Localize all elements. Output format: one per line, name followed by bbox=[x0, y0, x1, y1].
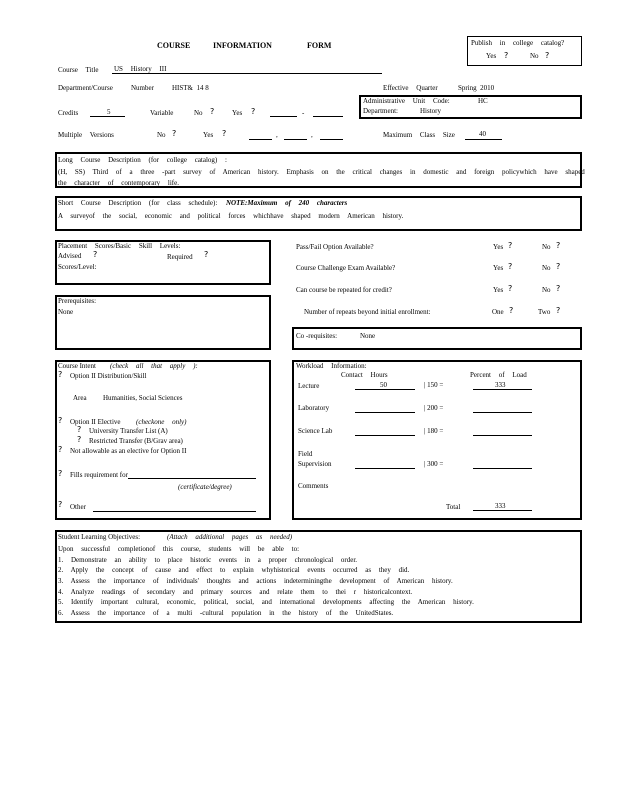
learning-objective-item: 2. Apply the concept of cause and effect to explain whyhistorical events occurred as they did. bbox=[58, 566, 410, 574]
restricted-transfer-label: Restricted Transfer (B/Grav area) bbox=[89, 437, 183, 445]
multiple-no-checkbox[interactable]: ? bbox=[172, 129, 177, 138]
version-comma-1: , bbox=[276, 131, 278, 139]
prerequisites-label: Prerequisites: bbox=[58, 297, 97, 305]
option2-dist-label: Option II Distribution/Skill bbox=[70, 372, 147, 380]
publish-yes-label: Yes bbox=[486, 52, 497, 60]
variable-yes-checkbox[interactable]: ? bbox=[251, 107, 256, 116]
other-field[interactable] bbox=[93, 511, 256, 512]
percent-load-header: Percent of Load bbox=[470, 371, 527, 379]
long-description-line-1: (H, SS) Third of a three -part survey of American history. Emphasis on the critical changes in domestic and foreign policywhich have shaped bbox=[58, 168, 585, 176]
admin-dept-label: Department: bbox=[363, 107, 398, 115]
learning-objectives-label: Student Learning Objectives: bbox=[58, 533, 141, 541]
pass-fail-label: Pass/Fail Option Available? bbox=[296, 243, 374, 251]
version-field-3[interactable] bbox=[320, 139, 343, 140]
field-hours-field[interactable] bbox=[355, 468, 415, 469]
variable-no-checkbox[interactable]: ? bbox=[210, 107, 215, 116]
lecture-percent-line bbox=[473, 389, 532, 390]
not-allowable-label: Not allowable as an elective for Option II bbox=[70, 447, 187, 455]
fills-requirement-field[interactable] bbox=[128, 478, 256, 479]
learning-objective-item: 5. Identify important cultural, economic, political, social, and international developments affecting the American history. bbox=[58, 598, 474, 606]
course-title-value[interactable]: US History III bbox=[114, 65, 167, 73]
version-field-2[interactable] bbox=[284, 139, 307, 140]
area-label: Area bbox=[73, 394, 87, 402]
course-intent-label: Course Intent bbox=[58, 362, 96, 370]
learning-objectives-note: (Attach additional pages as needed) bbox=[167, 533, 293, 541]
repeats-one-label: One bbox=[492, 308, 504, 316]
pass-fail-yes-label: Yes bbox=[493, 243, 504, 251]
lecture-hours-value[interactable]: 50 bbox=[380, 381, 387, 389]
long-description-label: Long Course Description (for college catalog) : bbox=[58, 156, 227, 164]
placement-required-label: Required bbox=[167, 253, 193, 261]
number-label: Number bbox=[131, 84, 154, 92]
fills-requirement-checkbox[interactable]: ? bbox=[58, 469, 63, 478]
credits-line bbox=[90, 116, 125, 117]
publish-yes-checkbox[interactable]: ? bbox=[504, 51, 509, 60]
lab-divisor: | 200 = bbox=[424, 404, 444, 412]
other-checkbox[interactable]: ? bbox=[58, 500, 63, 509]
variable-dash: - bbox=[302, 109, 305, 117]
multiple-yes-label: Yes bbox=[203, 131, 214, 139]
learning-objective-item: 6. Assess the importance of a multi -cultural population in the history of the UnitedStates. bbox=[58, 609, 394, 617]
pass-fail-no-label: No bbox=[542, 243, 551, 251]
publish-no-label: No bbox=[530, 52, 539, 60]
lecture-hours-line bbox=[355, 389, 415, 390]
not-allowable-checkbox[interactable]: ? bbox=[58, 445, 63, 454]
learning-objectives-intro: Upon successful completionof this course, students will be able to: bbox=[58, 545, 300, 553]
dept-course-label: Department/Course bbox=[58, 84, 113, 92]
repeats-one-checkbox[interactable]: ? bbox=[509, 306, 514, 315]
repeat-yes-checkbox[interactable]: ? bbox=[508, 284, 513, 293]
field-divisor: | 300 = bbox=[424, 460, 444, 468]
effective-quarter-value[interactable]: Spring 2010 bbox=[458, 84, 495, 92]
field-supervision-label-2: Supervision bbox=[298, 460, 332, 468]
challenge-no-label: No bbox=[542, 264, 551, 272]
short-description-label: Short Course Description (for class schedule): bbox=[58, 199, 218, 207]
option2-dist-checkbox[interactable]: ? bbox=[58, 370, 63, 379]
variable-max-field[interactable] bbox=[313, 116, 343, 117]
repeat-yes-label: Yes bbox=[493, 286, 504, 294]
workload-label: Workload Information: bbox=[296, 362, 367, 370]
science-lab-divisor: | 180 = bbox=[424, 427, 444, 435]
lecture-percent-value[interactable]: 333 bbox=[495, 381, 506, 389]
challenge-yes-label: Yes bbox=[493, 264, 504, 272]
fills-requirement-label: Fills requirement for bbox=[70, 471, 128, 479]
contact-hours-header: Contact Hours bbox=[341, 371, 388, 379]
publish-no-checkbox[interactable]: ? bbox=[545, 51, 550, 60]
multiple-no-label: No bbox=[157, 131, 166, 139]
form-title-course: COURSE bbox=[157, 41, 191, 50]
learning-objective-item: 3. Assess the importance of individuals' thoughts and actions indeterminingthe development of American history. bbox=[58, 577, 453, 585]
max-class-line bbox=[465, 139, 502, 140]
course-title-label: Course Title bbox=[58, 66, 99, 74]
lab-hours-field[interactable] bbox=[355, 412, 415, 413]
check-one-note: (checkone only) bbox=[136, 418, 187, 426]
repeats-number-label: Number of repeats beyond initial enrollment: bbox=[304, 308, 431, 316]
admin-dept-value[interactable]: History bbox=[420, 107, 441, 115]
pass-fail-yes-checkbox[interactable]: ? bbox=[508, 241, 513, 250]
learning-objective-item: 1. Demonstrate an ability to place historic events in a proper chronological order. bbox=[58, 556, 358, 564]
repeat-no-checkbox[interactable]: ? bbox=[556, 284, 561, 293]
placement-advised-checkbox[interactable]: ? bbox=[93, 250, 98, 259]
repeat-credit-label: Can course be repeated for credit? bbox=[296, 286, 392, 294]
total-line bbox=[473, 510, 532, 511]
variable-label: Variable bbox=[150, 109, 174, 117]
corequisites-label: Co -requisites: bbox=[296, 332, 338, 340]
science-lab-percent-field[interactable] bbox=[473, 435, 532, 436]
science-lab-label: Science Lab bbox=[298, 427, 333, 435]
prerequisites-value: None bbox=[58, 308, 74, 316]
corequisites-value: None bbox=[360, 332, 376, 340]
max-class-value[interactable]: 40 bbox=[479, 130, 486, 138]
course-number-value[interactable]: HIST& 14 8 bbox=[172, 84, 209, 92]
certificate-degree-note: (certificate/degree) bbox=[178, 483, 232, 491]
course-intent-note: (check all that apply ): bbox=[110, 362, 198, 370]
credits-label: Credits bbox=[58, 109, 79, 117]
challenge-no-checkbox[interactable]: ? bbox=[556, 262, 561, 271]
placement-label: Placement Scores/Basic Skill Levels: bbox=[58, 242, 181, 250]
short-description-text: A surveyof the social, economic and political forces whichhave shaped modern American history. bbox=[58, 212, 404, 220]
pass-fail-no-checkbox[interactable]: ? bbox=[556, 241, 561, 250]
form-title-form: FORM bbox=[307, 41, 332, 50]
placement-required-checkbox[interactable]: ? bbox=[204, 250, 209, 259]
max-class-label: Maximum Class Size bbox=[383, 131, 455, 139]
version-field-1[interactable] bbox=[249, 139, 272, 140]
science-lab-hours-field[interactable] bbox=[355, 435, 415, 436]
total-label: Total bbox=[446, 503, 461, 511]
version-comma-2: , bbox=[311, 131, 313, 139]
lab-percent-field[interactable] bbox=[473, 412, 532, 413]
lecture-label: Lecture bbox=[298, 382, 320, 390]
other-label: Other bbox=[70, 503, 86, 511]
admin-unit-value[interactable]: HC bbox=[478, 97, 488, 105]
short-description-note: NOTE:Maximum of 240 characters bbox=[226, 199, 348, 207]
option2-elective-label: Option II Elective bbox=[70, 418, 121, 426]
multiple-yes-checkbox[interactable]: ? bbox=[222, 129, 227, 138]
repeats-two-checkbox[interactable]: ? bbox=[556, 306, 561, 315]
restricted-transfer-checkbox[interactable]: ? bbox=[77, 435, 82, 444]
admin-unit-label: Administrative Unit Code: bbox=[363, 97, 450, 105]
learning-objective-item: 4. Analyze readings of secondary and primary sources and relate them to thei r historicalcontext. bbox=[58, 588, 413, 596]
area-value[interactable]: Humanities, Social Sciences bbox=[103, 394, 183, 402]
variable-min-field[interactable] bbox=[270, 116, 297, 117]
univ-transfer-label: University Transfer List (A) bbox=[89, 427, 168, 435]
comments-label: Comments bbox=[298, 482, 329, 490]
publish-label: Publish in college catalog? bbox=[471, 39, 565, 47]
placement-scores-label: Scores/Level: bbox=[58, 263, 97, 271]
field-percent-field[interactable] bbox=[473, 468, 532, 469]
repeats-two-label: Two bbox=[538, 308, 551, 316]
placement-advised-label: Advised bbox=[58, 252, 82, 260]
multiple-versions-label: Multiple Versions bbox=[58, 131, 114, 139]
repeat-no-label: No bbox=[542, 286, 551, 294]
challenge-yes-checkbox[interactable]: ? bbox=[508, 262, 513, 271]
univ-transfer-checkbox[interactable]: ? bbox=[77, 425, 82, 434]
effective-quarter-label: Effective Quarter bbox=[383, 84, 438, 92]
credits-value[interactable]: 5 bbox=[107, 108, 111, 116]
course-title-line bbox=[112, 73, 382, 74]
form-title-information: INFORMATION bbox=[213, 41, 272, 50]
laboratory-label: Laboratory bbox=[298, 404, 330, 412]
lecture-divisor: | 150 = bbox=[424, 381, 444, 389]
challenge-exam-label: Course Challenge Exam Available? bbox=[296, 264, 396, 272]
total-value[interactable]: 333 bbox=[495, 502, 506, 510]
long-description-line-2: the character of contemporary life. bbox=[58, 179, 179, 187]
option2-elective-checkbox[interactable]: ? bbox=[58, 416, 63, 425]
variable-yes-label: Yes bbox=[232, 109, 243, 117]
variable-no-label: No bbox=[194, 109, 203, 117]
field-supervision-label-1: Field bbox=[298, 450, 313, 458]
